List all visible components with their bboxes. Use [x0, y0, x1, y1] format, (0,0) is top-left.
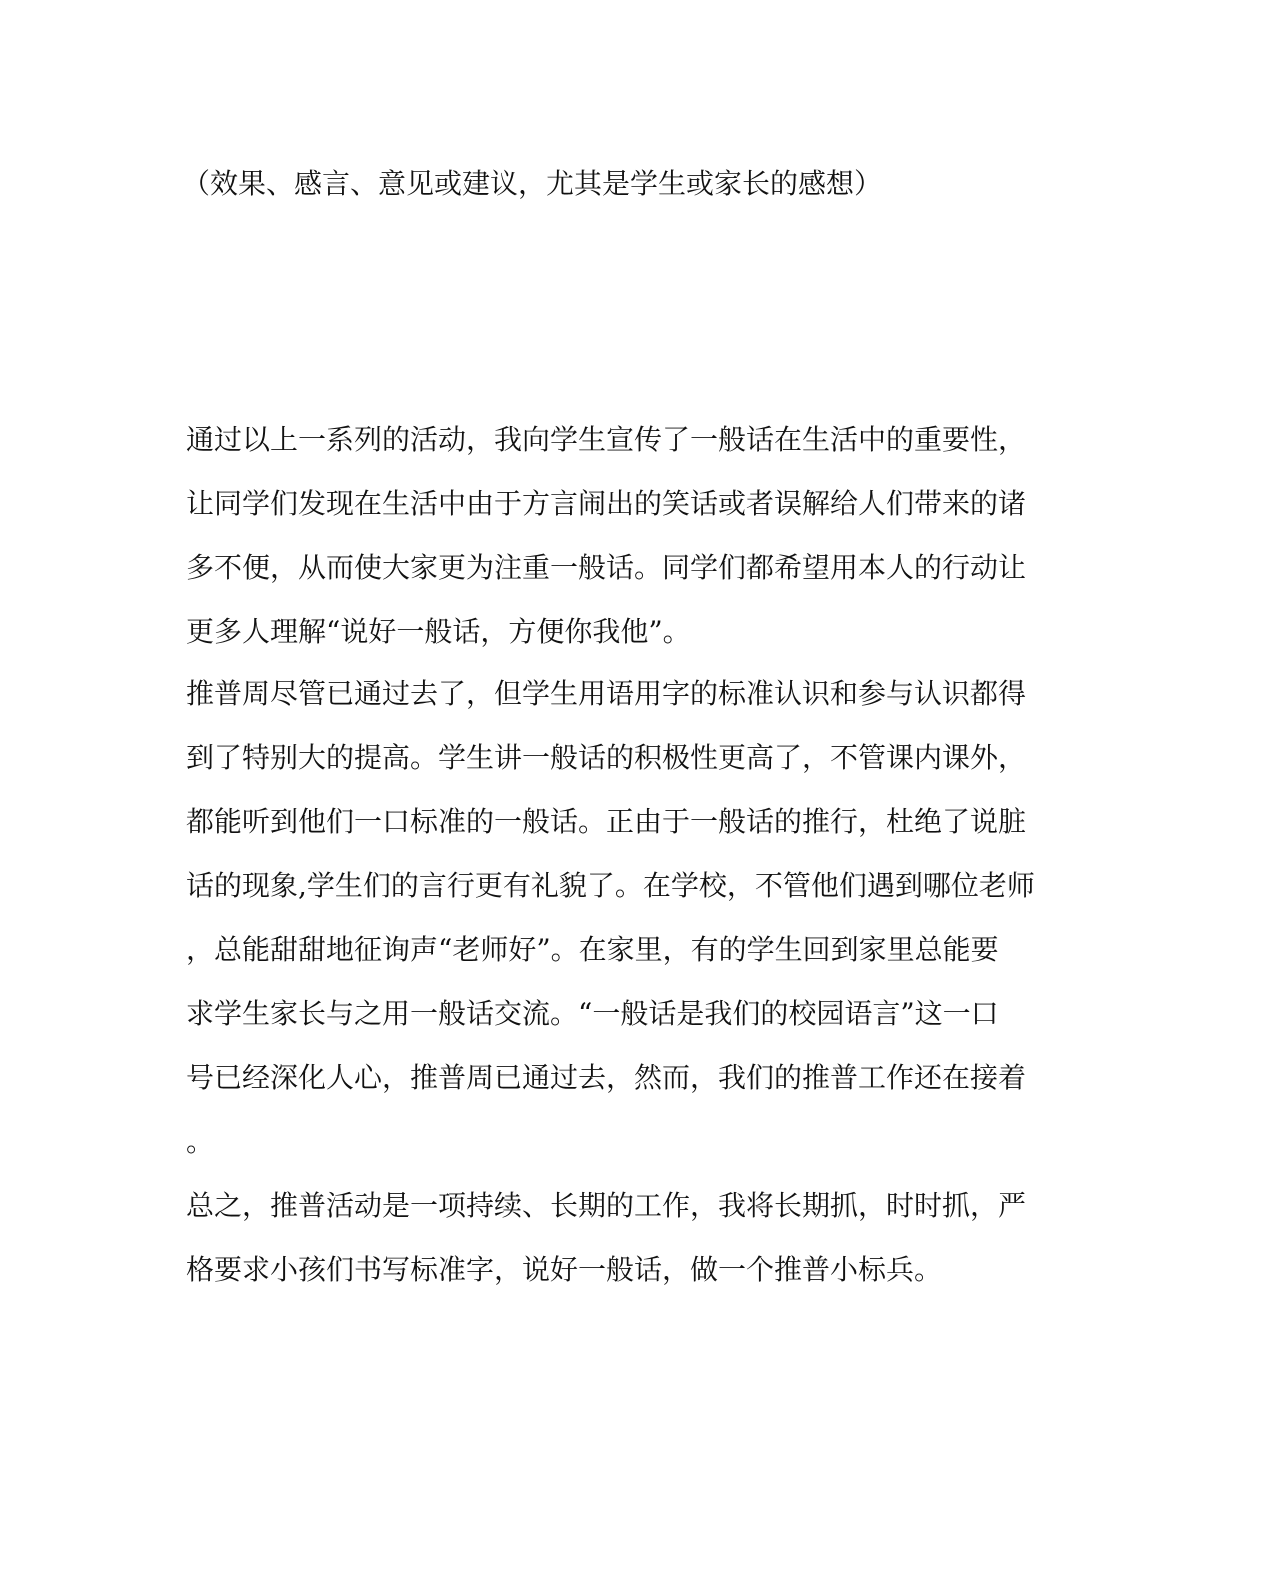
- paragraph-line-9: ，总能甜甜地征询声“老师好”。在家里，有的学生回到家里总能要: [186, 933, 999, 966]
- paragraph-line-1: 通过以上一系列的活动，我向学生宣传了一般话在生活中的重要性，: [186, 423, 1027, 456]
- section-subtitle: （效果、感言、意见或建议，尤其是学生或家长的感想）: [182, 167, 883, 200]
- paragraph-line-14: 格要求小孩们书写标准字，说好一般话，做一个推普小标兵。: [186, 1253, 943, 1286]
- paragraph-line-6: 到了特别大的提高。学生讲一般话的积极性更高了，不管课内课外，: [186, 741, 1027, 774]
- paragraph-line-11: 号已经深化人心，推普周已通过去，然而，我们的推普工作还在接着: [186, 1061, 1027, 1094]
- paragraph-line-2: 让同学们发现在生活中由于方言闹出的笑话或者误解给人们带来的诸: [186, 487, 1027, 520]
- paragraph-line-13: 总之，推普活动是一项持续、长期的工作，我将长期抓，时时抓，严: [186, 1189, 1027, 1222]
- paragraph-line-8: 话的现象,学生们的言行更有礼貌了。在学校，不管他们遇到哪位老师: [186, 869, 1035, 902]
- paragraph-line-10: 求学生家长与之用一般话交流。“一般话是我们的校园语言”这一口: [186, 997, 999, 1030]
- paragraph-line-3: 多不便，从而使大家更为注重一般话。同学们都希望用本人的行动让: [186, 551, 1027, 584]
- paragraph-line-12: 。: [186, 1125, 215, 1158]
- paragraph-line-4: 更多人理解“说好一般话，方便你我他”。: [186, 615, 691, 648]
- paragraph-line-5: 推普周尽管已通过去了，但学生用语用字的标准认识和参与认识都得: [186, 677, 1027, 710]
- paragraph-line-7: 都能听到他们一口标准的一般话。正由于一般话的推行，杜绝了说脏: [186, 805, 1027, 838]
